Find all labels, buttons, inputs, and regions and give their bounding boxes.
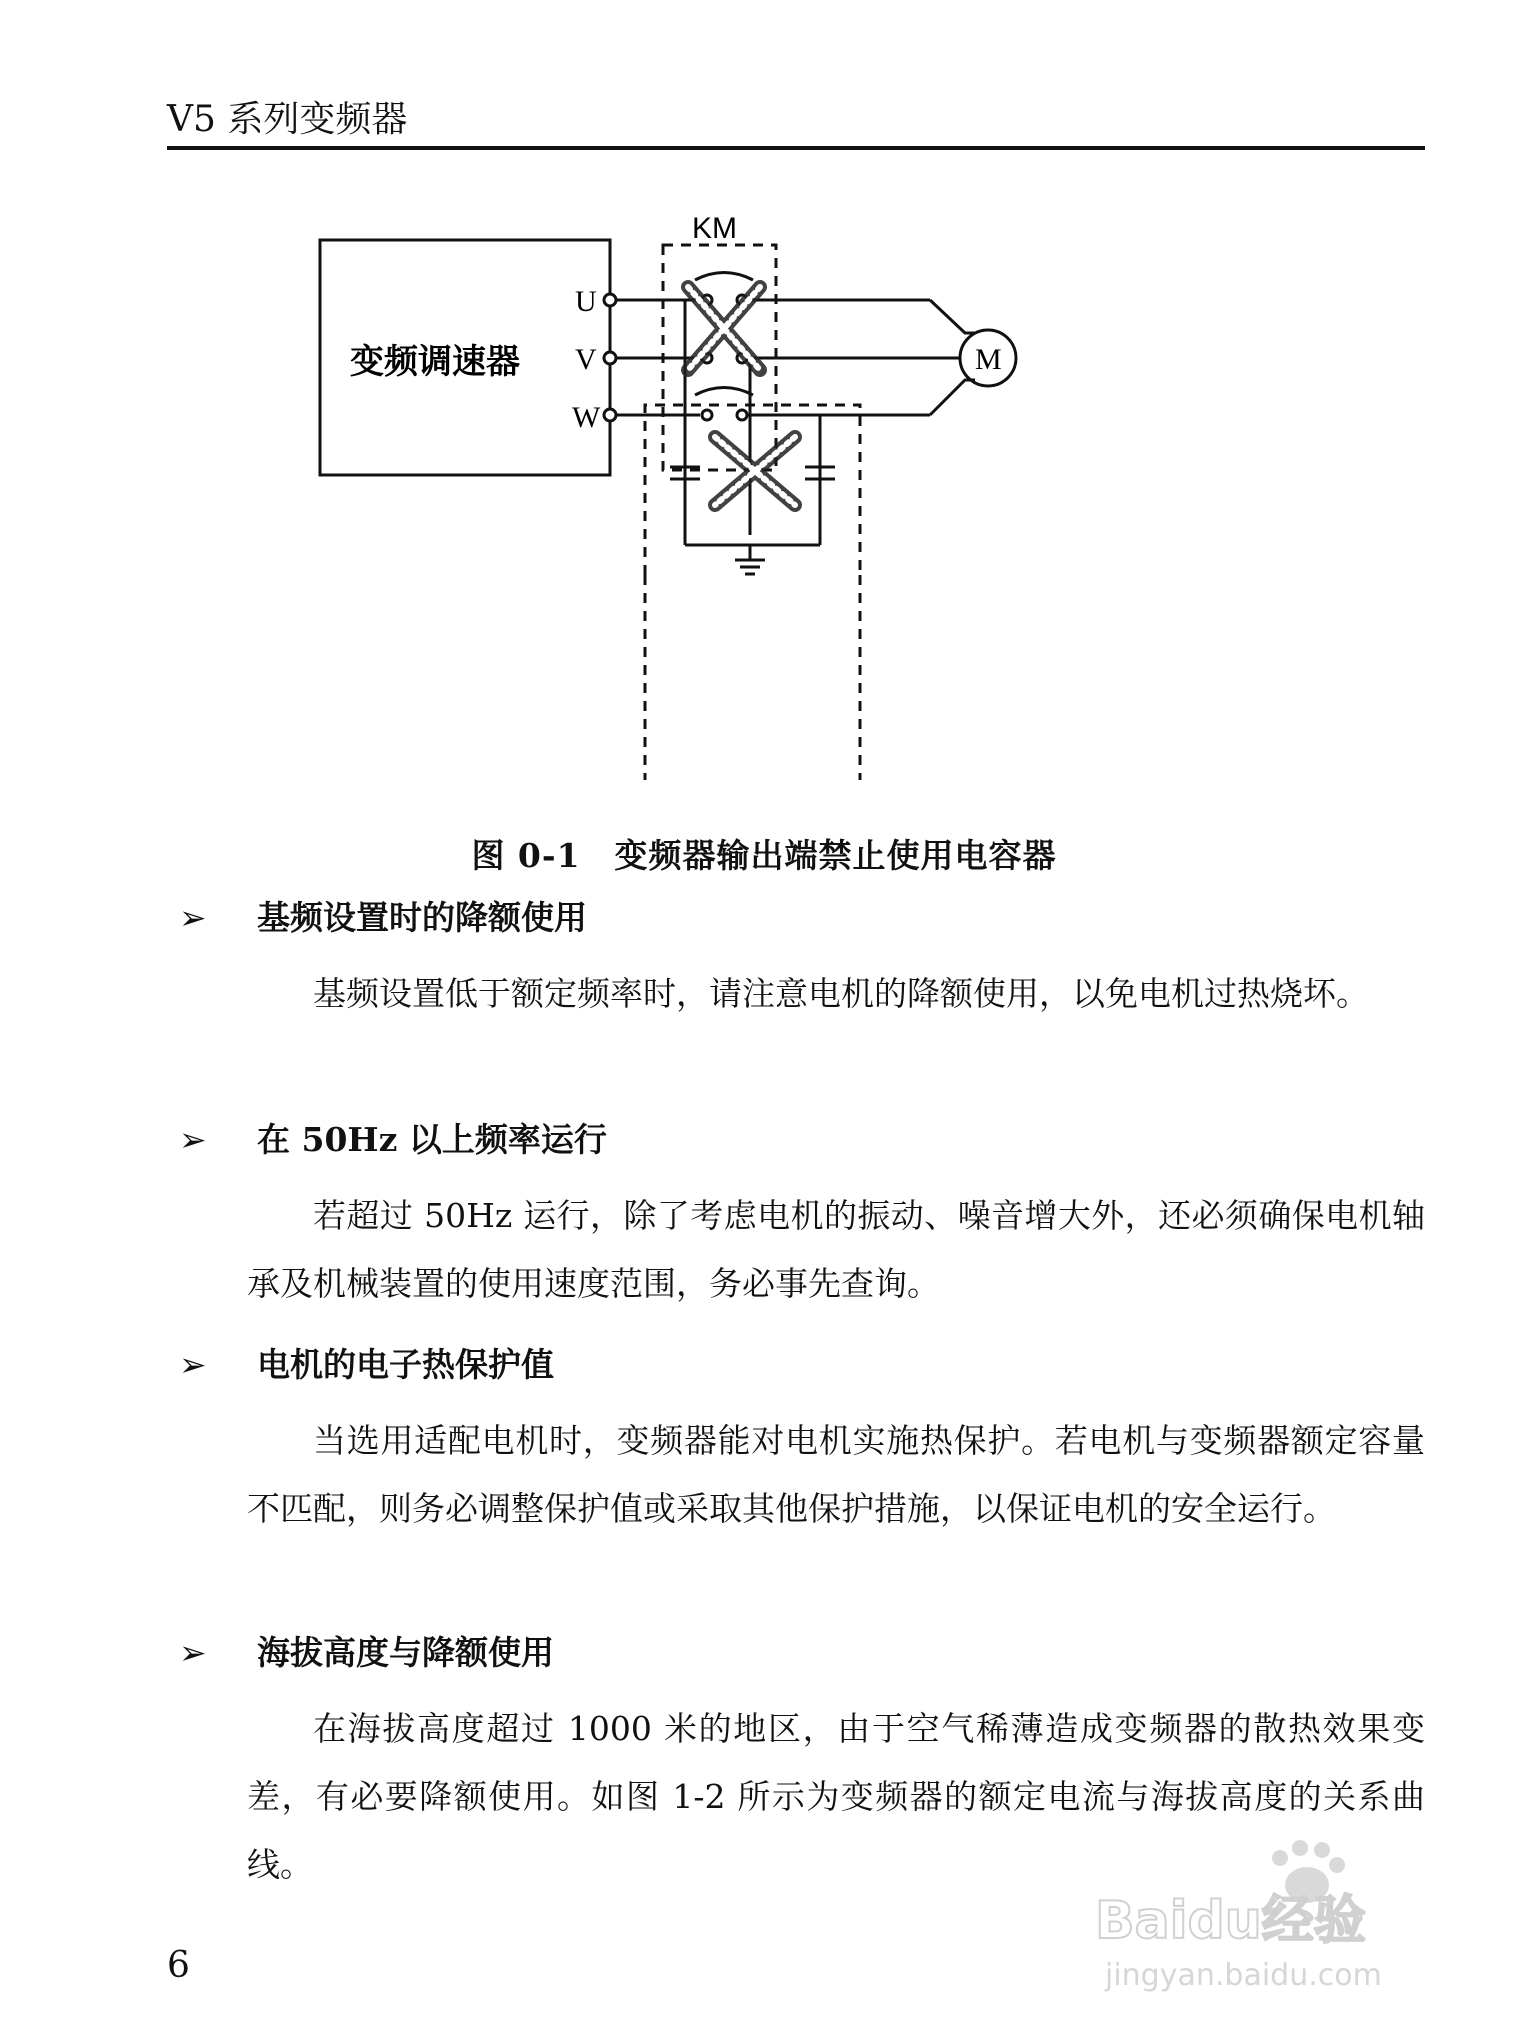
terminal-label-v: V [575,343,597,376]
bullet-heading [167,888,1425,948]
section-body: 若超过 50Hz 运行，除了考虑电机的振动、噪音增大外，还必须确保电机轴承及机械装置的使用速度范围，务必事先查询。 [247,1196,1425,1303]
paw-toe [1272,1850,1288,1866]
baidu-watermark [1085,1830,1465,2000]
section-title: 电机的电子热保护值 [257,1345,554,1384]
watermark-url: jingyan.baidu.com [1105,1958,1382,1993]
paw-toe [1314,1842,1330,1858]
terminal-w [604,409,616,421]
section-thermal-protection [167,1335,1425,1543]
capacitor-box [645,400,860,780]
section-body: 在海拔高度超过 1000 米的地区，由于空气稀薄造成变频器的散热效果变差，有必要降额使用。如图 1-2 所示为变频器的额定电流与海拔高度的关系曲线。 [247,1709,1425,1884]
bullet-heading [167,1335,1425,1395]
terminal-v [604,352,616,364]
terminal-label-w: W [572,401,601,434]
section-body: 当选用适配电机时，变频器能对电机实施热保护。若电机与变频器额定容量不匹配，则务必调整保护值或采取其他保护措施，以保证电机的安全运行。 [247,1421,1425,1528]
running-header: V5 系列变频器 [167,99,408,140]
terminal-label-u: U [575,285,597,318]
arrow-bullet-icon: ➢ [179,1633,207,1672]
inverter-label: 变频调速器 [350,343,520,381]
arrow-bullet-icon: ➢ [179,1120,207,1159]
bullet-heading [167,1623,1425,1683]
paw-toe [1329,1857,1345,1873]
arrow-bullet-icon: ➢ [179,898,207,937]
section-title: 在 50Hz 以上频率运行 [257,1120,607,1159]
bullet-heading [167,1110,1425,1170]
wiring-diagram [270,205,1350,785]
page-number: 6 [167,1945,190,1986]
section-title: 海拔高度与降额使用 [257,1633,554,1672]
section-above-50hz [167,1110,1425,1318]
watermark-brand: Baidu经验 [1095,1891,1366,1951]
section-base-frequency [167,888,1425,1028]
section-title: 基频设置时的降额使用 [257,898,587,937]
contactor-label: KM [692,212,737,245]
terminal-u [604,294,616,306]
header-rule [167,146,1425,150]
section-body: 基频设置低于额定频率时，请注意电机的降额使用，以免电机过热烧坏。 [313,974,1369,1013]
arrow-bullet-icon: ➢ [179,1345,207,1384]
paw-toe [1292,1840,1308,1856]
figure-caption: 图 0-1 变频器输出端禁止使用电容器 [471,836,1057,875]
motor-label: M [975,343,1002,376]
